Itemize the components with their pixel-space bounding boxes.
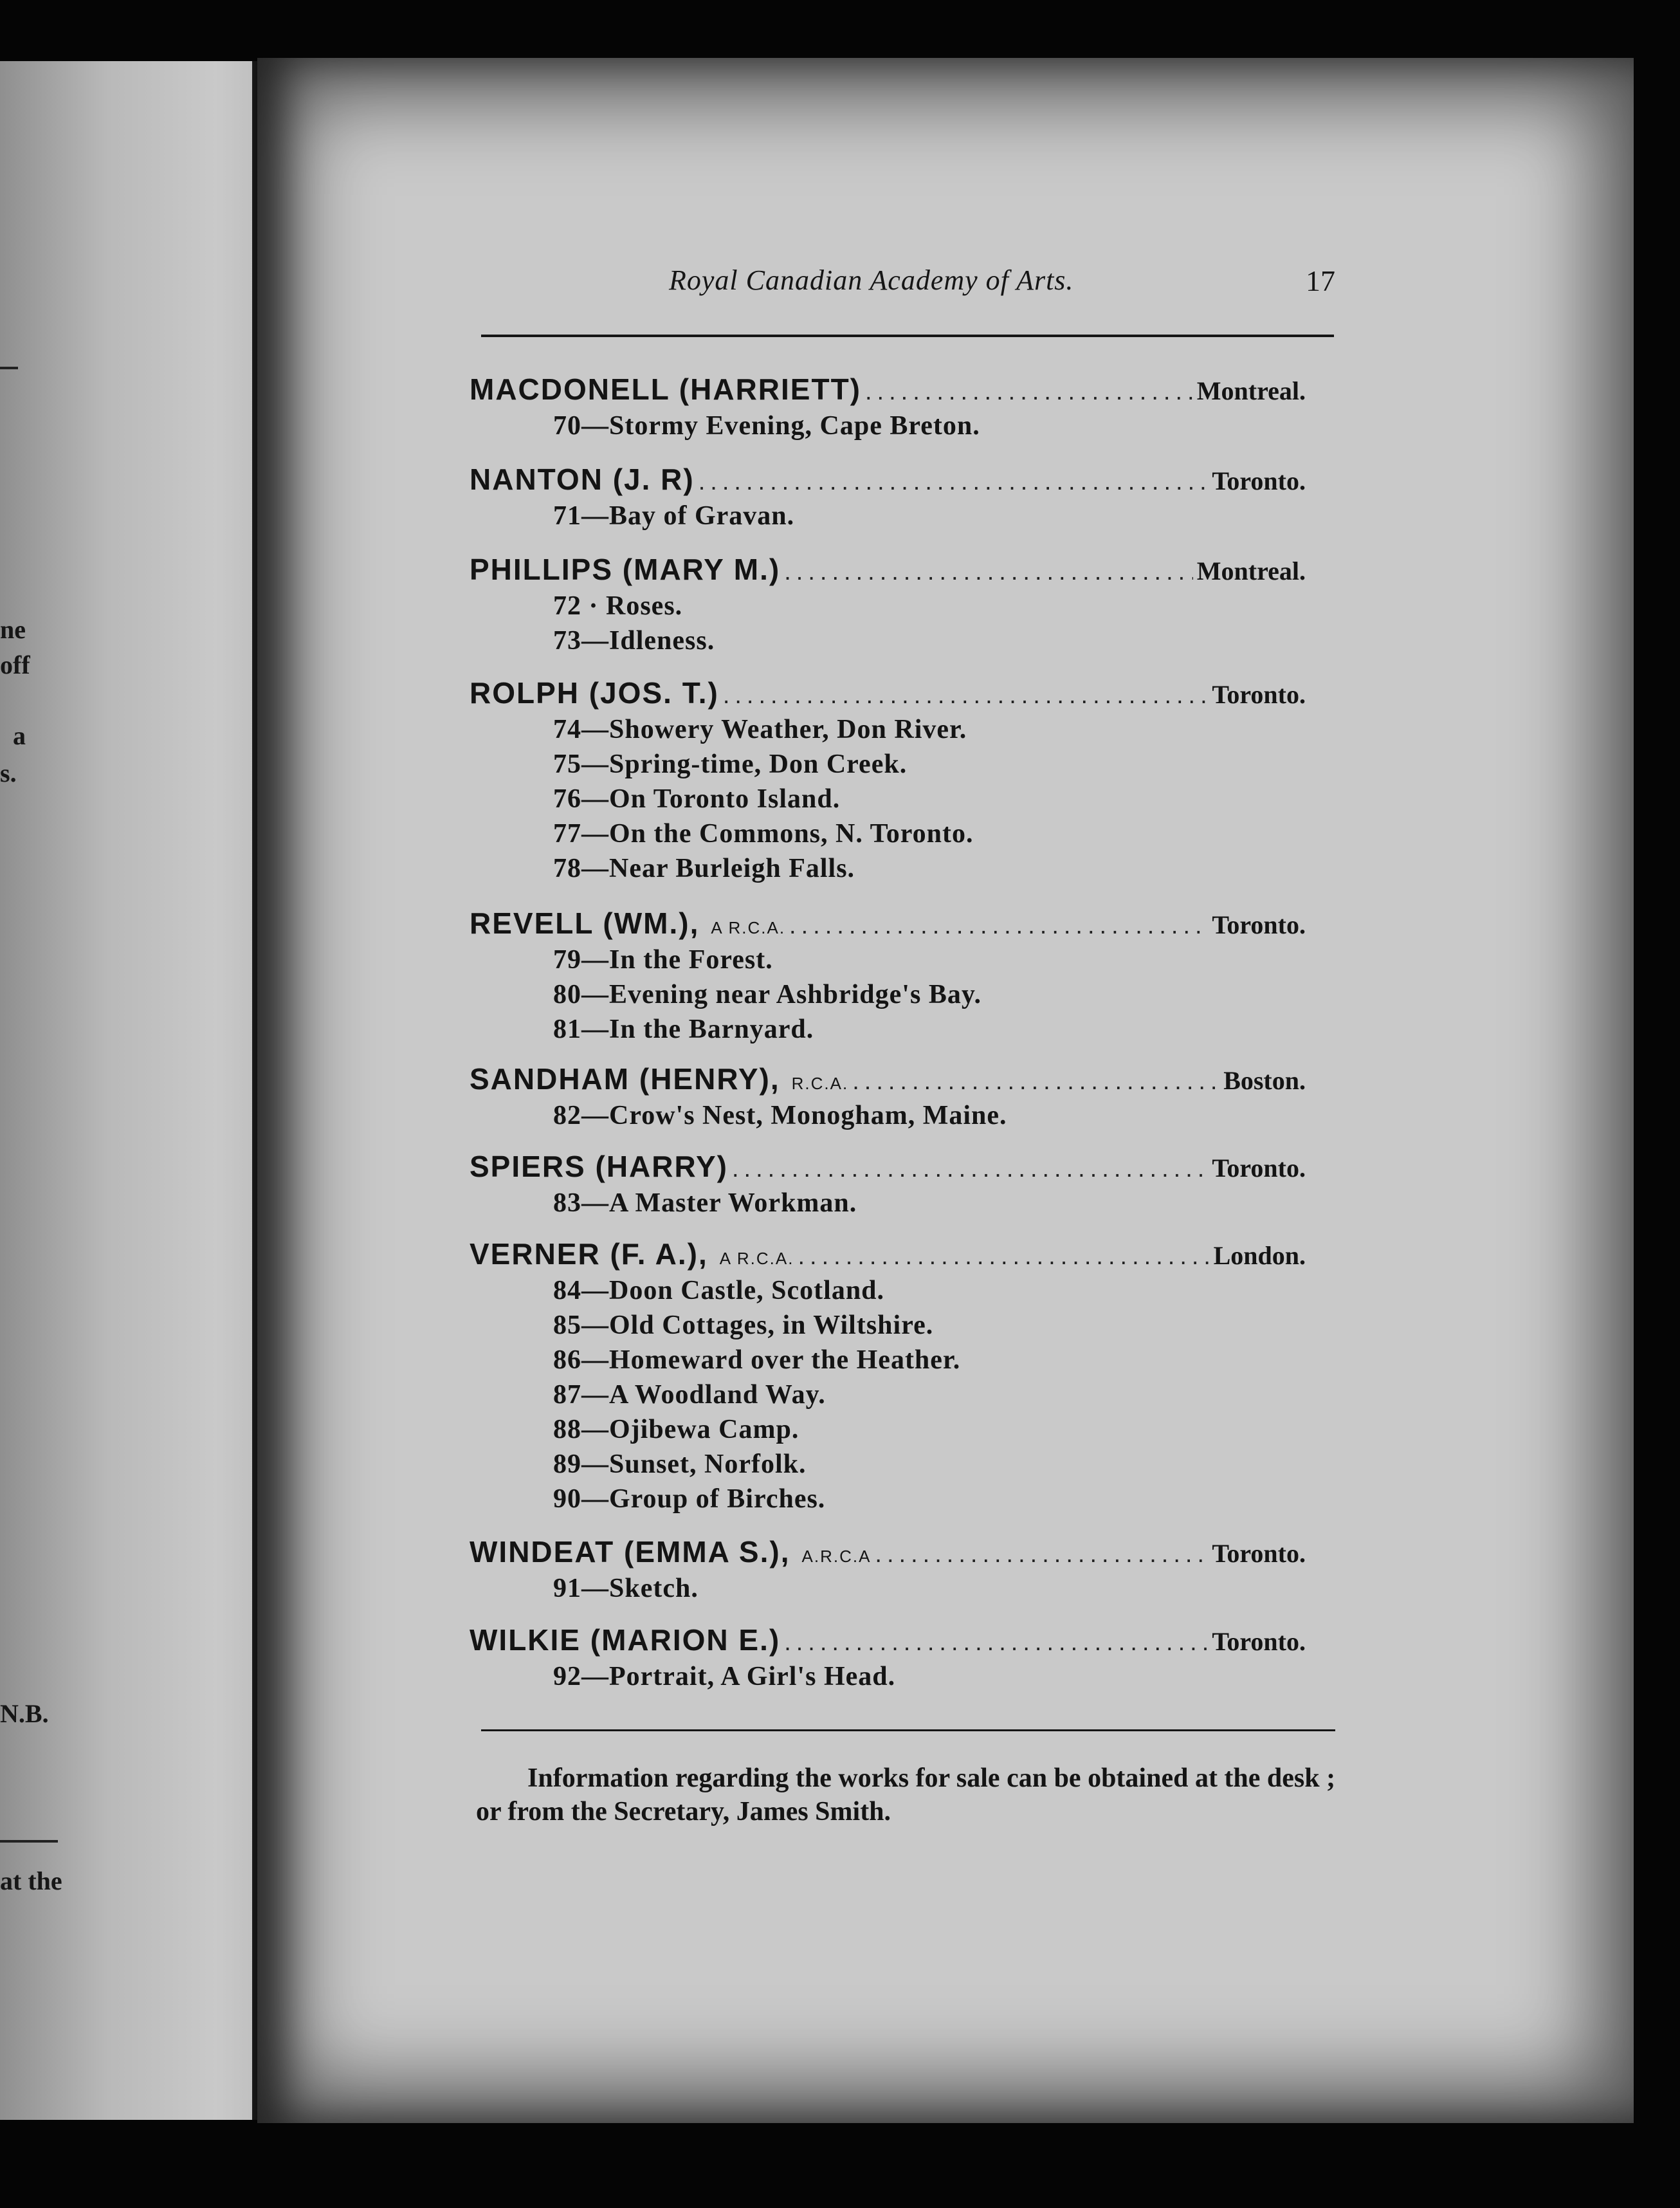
artwork-title: 70—Stormy Evening, Cape Breton. — [553, 411, 980, 441]
artwork-title: 92—Portrait, A Girl's Head. — [553, 1662, 896, 1691]
artist-name: PHILLIPS (MARY M.) — [470, 553, 781, 586]
artist-name: WILKIE (MARION E.) — [470, 1623, 781, 1657]
artwork-title: 79—In the Forest. — [553, 945, 773, 975]
left-page-rule — [0, 1840, 58, 1843]
dot-leader — [798, 1243, 1209, 1271]
artwork-title: 76—On Toronto Island. — [553, 784, 841, 814]
dot-leader — [865, 378, 1193, 406]
artist-entry — [470, 1534, 1306, 1573]
left-page-fragment-text: ne — [0, 615, 26, 644]
left-page-fragment-text: off — [0, 650, 30, 679]
artwork-title: 86—Homeward over the Heather. — [553, 1345, 961, 1375]
artist-name: VERNER (F. A.), — [470, 1237, 708, 1271]
dot-leader — [784, 1629, 1208, 1657]
artwork-title: 90—Group of Birches. — [553, 1484, 826, 1514]
left-page-fragment-text: at the — [0, 1866, 62, 1895]
artist-name: NANTON (J. R) — [470, 463, 695, 496]
artwork-title: 80—Evening near Ashbridge's Bay. — [553, 980, 982, 1009]
artwork-title: 73—Idleness. — [553, 626, 715, 656]
artist-name: SANDHAM (HENRY), — [470, 1062, 780, 1096]
artwork-title: 88—Ojibewa Camp. — [553, 1415, 799, 1444]
left-page-fragment-text: s. — [0, 759, 17, 787]
footer-note: Information regarding the works for sale can be obtained at the desk ; or from the Secretary, James Smith. — [476, 1763, 1336, 1826]
artist-rank: R.C.A. — [791, 1074, 849, 1093]
artist-rank: A R.C.A. — [711, 918, 786, 937]
left-page-rule — [0, 367, 18, 369]
dot-leader — [875, 1541, 1208, 1569]
artist-city: Toronto. — [1212, 466, 1306, 495]
artist-city: Toronto. — [1212, 1627, 1306, 1656]
artist-city: Boston. — [1223, 1066, 1306, 1095]
dot-leader — [698, 468, 1209, 496]
artist-city: Toronto. — [1212, 680, 1306, 709]
artist-entry — [470, 906, 1306, 944]
artist-entry — [470, 1237, 1306, 1275]
artwork-title: 78—Near Burleigh Falls. — [553, 854, 855, 883]
artist-entry — [470, 1623, 1306, 1661]
artist-city: London. — [1213, 1241, 1306, 1270]
artwork-title: 81—In the Barnyard. — [553, 1015, 814, 1044]
artwork-title: 83—A Master Workman. — [553, 1188, 857, 1218]
artist-entry — [470, 676, 1306, 714]
artist-name: WINDEAT (EMMA S.), — [470, 1535, 790, 1569]
page-number: 17 — [1306, 264, 1335, 297]
artwork-title: 77—On the Commons, N. Toronto. — [553, 819, 974, 849]
left-page-fragment-text: a — [13, 721, 26, 750]
footer-rule — [481, 1729, 1335, 1731]
artist-entry — [470, 462, 1306, 501]
artwork-title: 84—Doon Castle, Scotland. — [553, 1276, 885, 1305]
artist-rank: A R.C.A. — [719, 1249, 794, 1268]
artist-entry — [470, 372, 1306, 410]
artwork-title: 72 · Roses. — [553, 591, 683, 621]
artist-city: Montreal. — [1196, 557, 1306, 585]
artist-city: Toronto. — [1212, 1539, 1306, 1568]
artist-name: ROLPH (JOS. T.) — [470, 676, 719, 710]
artist-entry — [470, 1062, 1306, 1100]
artist-name: REVELL (WM.), — [470, 906, 700, 940]
dot-leader — [723, 682, 1209, 710]
artwork-title: 82—Crow's Nest, Monogham, Maine. — [553, 1101, 1007, 1130]
dot-leader — [784, 558, 1193, 586]
artwork-title: 85—Old Cottages, in Wiltshire. — [553, 1311, 934, 1340]
artwork-title: 74—Showery Weather, Don River. — [553, 715, 967, 744]
dot-leader — [732, 1155, 1208, 1183]
artwork-title: 75—Spring-time, Don Creek. — [553, 750, 908, 779]
artist-city: Toronto. — [1212, 910, 1306, 939]
header-rule — [481, 335, 1334, 337]
dot-leader — [852, 1068, 1219, 1096]
artist-entry — [470, 552, 1306, 591]
artwork-title: 89—Sunset, Norfolk. — [553, 1449, 807, 1479]
artwork-title: 91—Sketch. — [553, 1574, 698, 1603]
dot-leader — [789, 912, 1208, 940]
artist-name: MACDONELL (HARRIETT) — [470, 373, 861, 406]
artist-rank: A.R.C.A — [801, 1547, 872, 1566]
left-page-fragment-text: N.B. — [0, 1699, 49, 1728]
running-head: Royal Canadian Academy of Arts. — [669, 264, 1074, 296]
artist-name: SPIERS (HARRY) — [470, 1150, 728, 1183]
artwork-title: 71—Bay of Gravan. — [553, 501, 795, 531]
artwork-title: 87—A Woodland Way. — [553, 1380, 826, 1410]
artist-city: Toronto. — [1212, 1154, 1306, 1182]
artist-entry — [470, 1149, 1306, 1188]
artist-city: Montreal. — [1196, 376, 1306, 405]
